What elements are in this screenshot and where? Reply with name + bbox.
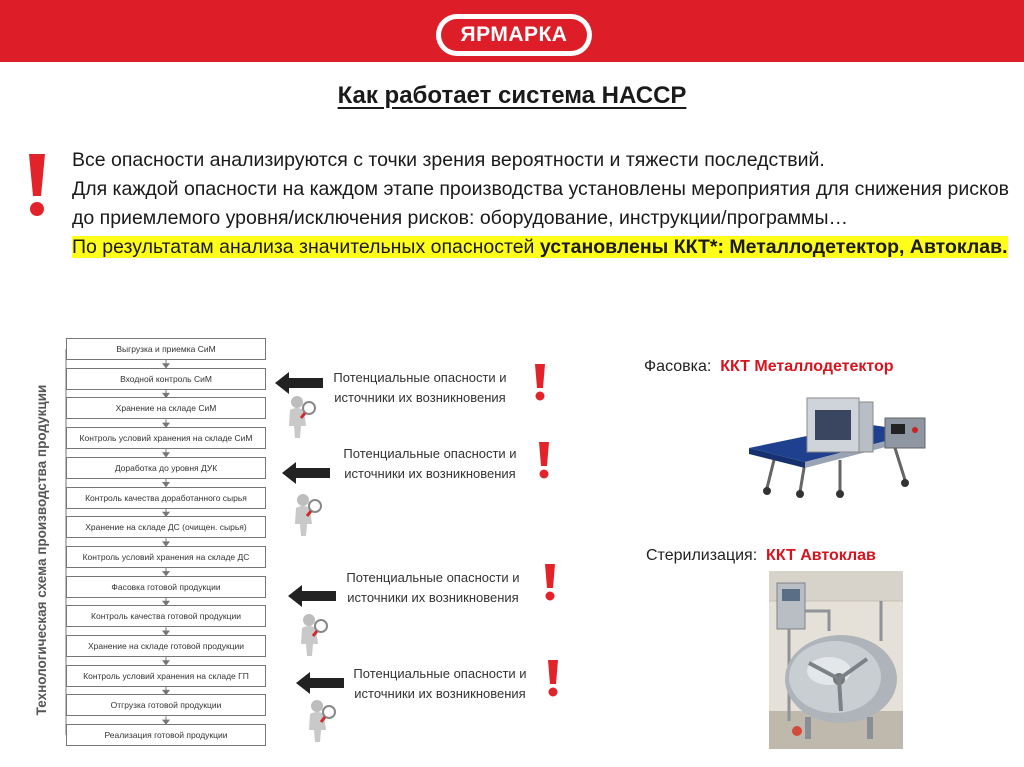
hazard-line-1: Потенциальные опасности и	[353, 666, 527, 681]
magnifier-person-icon	[304, 698, 338, 744]
exclamation-icon	[542, 562, 558, 602]
flow-step: Отгрузка готовой продукции	[66, 694, 266, 716]
intro-highlight	[72, 233, 1018, 262]
flow-step: Фасовка готовой продукции	[66, 576, 266, 598]
ccp-prefix: Стерилизация:	[646, 547, 758, 564]
hazard-line-1: Потенциальные опасности и	[333, 370, 507, 385]
flow-step: Реализация готовой продукции	[66, 724, 266, 746]
flow-step: Контроль условий хранения на складе ДС	[66, 546, 266, 568]
hazard-line-2: источники их возникновения	[354, 686, 526, 701]
flow-step: Хранение на складе ДС (очищен. сырья)	[66, 516, 266, 538]
flow-step: Выгрузка и приемка СиМ	[66, 338, 266, 360]
flow-step: Контроль качества доработанного сырья	[66, 487, 266, 509]
metal-detector-photo	[745, 388, 930, 498]
flow-step: Хранение на складе готовой продукции	[66, 635, 266, 657]
ccp-value: ККТ Металлодетектор	[720, 358, 894, 375]
slide-title: Как работает система НАССР	[337, 82, 687, 109]
flow-step: Контроль условий хранения на складе ГП	[66, 665, 266, 687]
highlight-plain: По результатам анализа значительных опасностей	[72, 236, 540, 258]
brand-logo	[436, 14, 592, 56]
exclamation-icon	[22, 150, 52, 220]
exclamation-icon	[545, 658, 561, 698]
exclamation-icon	[532, 362, 548, 402]
brand-logo-text: ЯРМАРКА	[441, 19, 587, 51]
ccp-caption-sterilization	[646, 547, 876, 565]
arrow-left-icon	[296, 672, 344, 694]
flow-step: Контроль качества готовой продукции	[66, 605, 266, 627]
arrow-left-icon	[282, 462, 330, 484]
ccp-prefix: Фасовка:	[644, 358, 712, 375]
magnifier-person-icon	[284, 394, 318, 440]
autoclave-photo	[769, 571, 903, 749]
highlight-bold: установлены ККТ*: Металлодетектор, Автоклав.	[539, 236, 1008, 258]
hazard-callout	[330, 444, 530, 484]
flow-step: Контроль условий хранения на складе СиМ	[66, 427, 266, 449]
intro-line-2: Для каждой опасности на каждом этапе производства установлены мероприятия для снижения рисков до приемлемого уровня/исключения рисков: оборудование, инструкции/программы…	[72, 178, 1009, 229]
hazard-line-2: источники их возникновения	[347, 590, 519, 605]
hazard-callout	[333, 568, 533, 608]
ccp-value: ККТ Автоклав	[766, 547, 876, 564]
hazard-line-2: источники их возникновения	[344, 466, 516, 481]
hazard-line-1: Потенциальные опасности и	[343, 446, 517, 461]
flow-vertical-label: Технологическая схема производства продукции	[34, 384, 49, 716]
flow-step: Хранение на складе СиМ	[66, 397, 266, 419]
hazard-callout	[320, 368, 520, 408]
flow-step: Входной контроль СиМ	[66, 368, 266, 390]
hazard-line-1: Потенциальные опасности и	[346, 570, 520, 585]
flow-step: Доработка до уровня ДУК	[66, 457, 266, 479]
intro-line-1: Все опасности анализируются с точки зрения вероятности и тяжести последствий.	[72, 149, 825, 171]
banner-divider	[0, 62, 1024, 65]
arrow-left-icon	[275, 372, 323, 394]
ccp-caption-packing	[644, 358, 894, 376]
arrow-left-icon	[288, 585, 336, 607]
hazard-callout	[340, 664, 540, 704]
magnifier-person-icon	[296, 612, 330, 658]
exclamation-icon	[536, 440, 552, 480]
hazard-line-2: источники их возникновения	[334, 390, 506, 405]
intro-text	[72, 146, 1018, 262]
magnifier-person-icon	[290, 492, 324, 538]
slide-title-wrap	[0, 82, 1024, 110]
